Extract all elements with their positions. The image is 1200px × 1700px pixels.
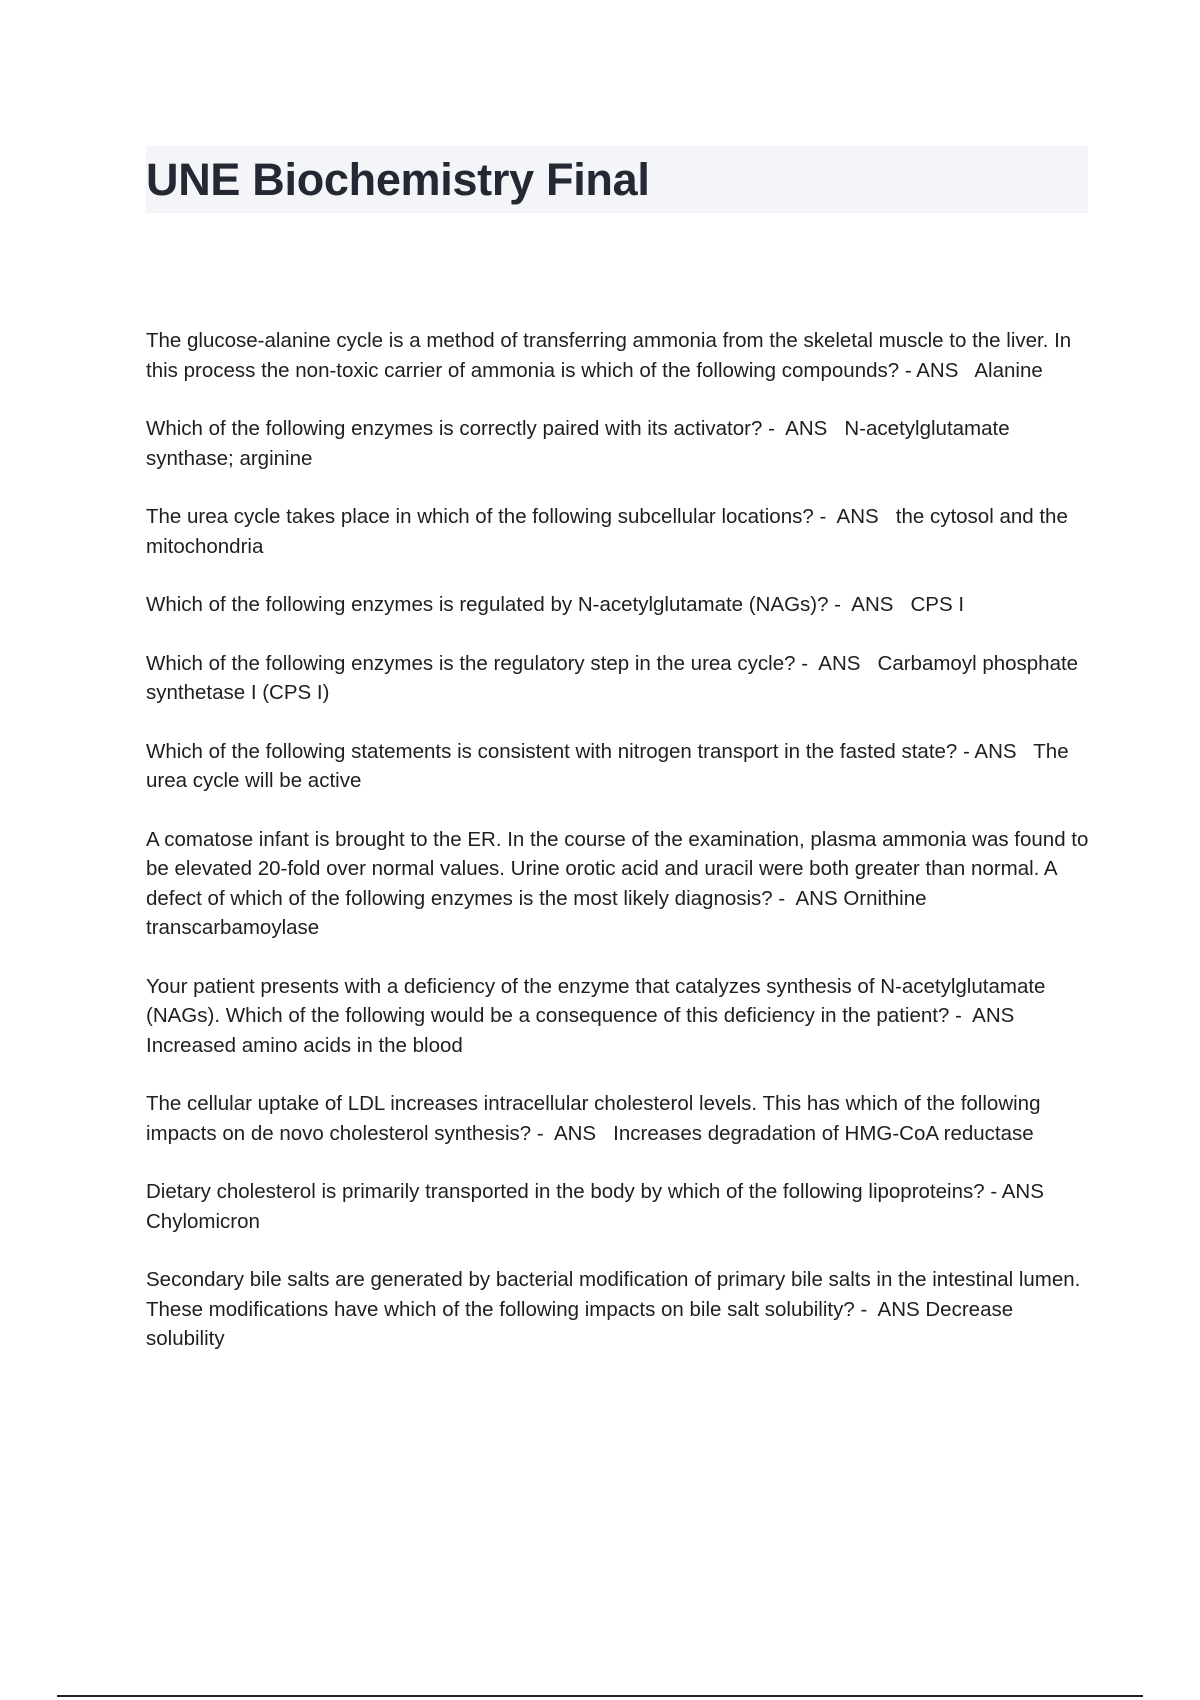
qa-item: The urea cycle takes place in which of the following subcellular locations? - ANS the cytosol and the mitochondria <box>146 505 1074 558</box>
qa-item: Your patient presents with a deficiency of the enzyme that catalyzes synthesis of N-acetylglutamate (NAGs). Which of the following would be a consequence of this deficiency in the patient? - ANS Increased amino acids in the blood <box>146 974 1052 1057</box>
qa-item: Secondary bile salts are generated by bacterial modification of primary bile salts in the intestinal lumen. These modifications have which of the following impacts on bile salt solubility? - ANS Decrease solubility <box>146 1268 1086 1350</box>
qa-item: A comatose infant is brought to the ER. In the course of the examination, plasma ammonia was found to be elevated 20-fold over normal values. Urine orotic acid and uracil were both greater than normal. A defect of which of the following enzymes is the most likely diagnosis? - ANS Ornithine transcarbamoylase <box>146 827 1095 939</box>
qa-list <box>146 326 1095 1383</box>
footer-divider <box>57 1695 1143 1697</box>
qa-item: The cellular uptake of LDL increases intracellular cholesterol levels. This has which of the following impacts on de novo cholesterol synthesis? - ANS Increases degradation of HMG-CoA reductase <box>146 1092 1047 1145</box>
qa-item: Which of the following enzymes is correctly paired with its activator? - ANS N-acetylglutamate synthase; arginine <box>146 417 1016 470</box>
document-title: UNE Biochemistry Final <box>146 154 650 205</box>
qa-item: The glucose-alanine cycle is a method of transferring ammonia from the skeletal muscle to the liver. In this process the non-toxic carrier of ammonia is which of the following compounds? - ANS Alanine <box>146 329 1077 382</box>
qa-item: Which of the following statements is consistent with nitrogen transport in the fasted state? - ANS The urea cycle will be active <box>146 739 1075 792</box>
qa-item: Which of the following enzymes is regulated by N-acetylglutamate (NAGs)? - ANS CPS I <box>146 593 965 616</box>
title-bar <box>146 146 1088 213</box>
qa-item: Dietary cholesterol is primarily transported in the body by which of the following lipoproteins? - ANS Chylomicron <box>146 1180 1061 1233</box>
qa-item: Which of the following enzymes is the regulatory step in the urea cycle? - ANS Carbamoyl phosphate synthetase I (CPS I) <box>146 651 1084 704</box>
